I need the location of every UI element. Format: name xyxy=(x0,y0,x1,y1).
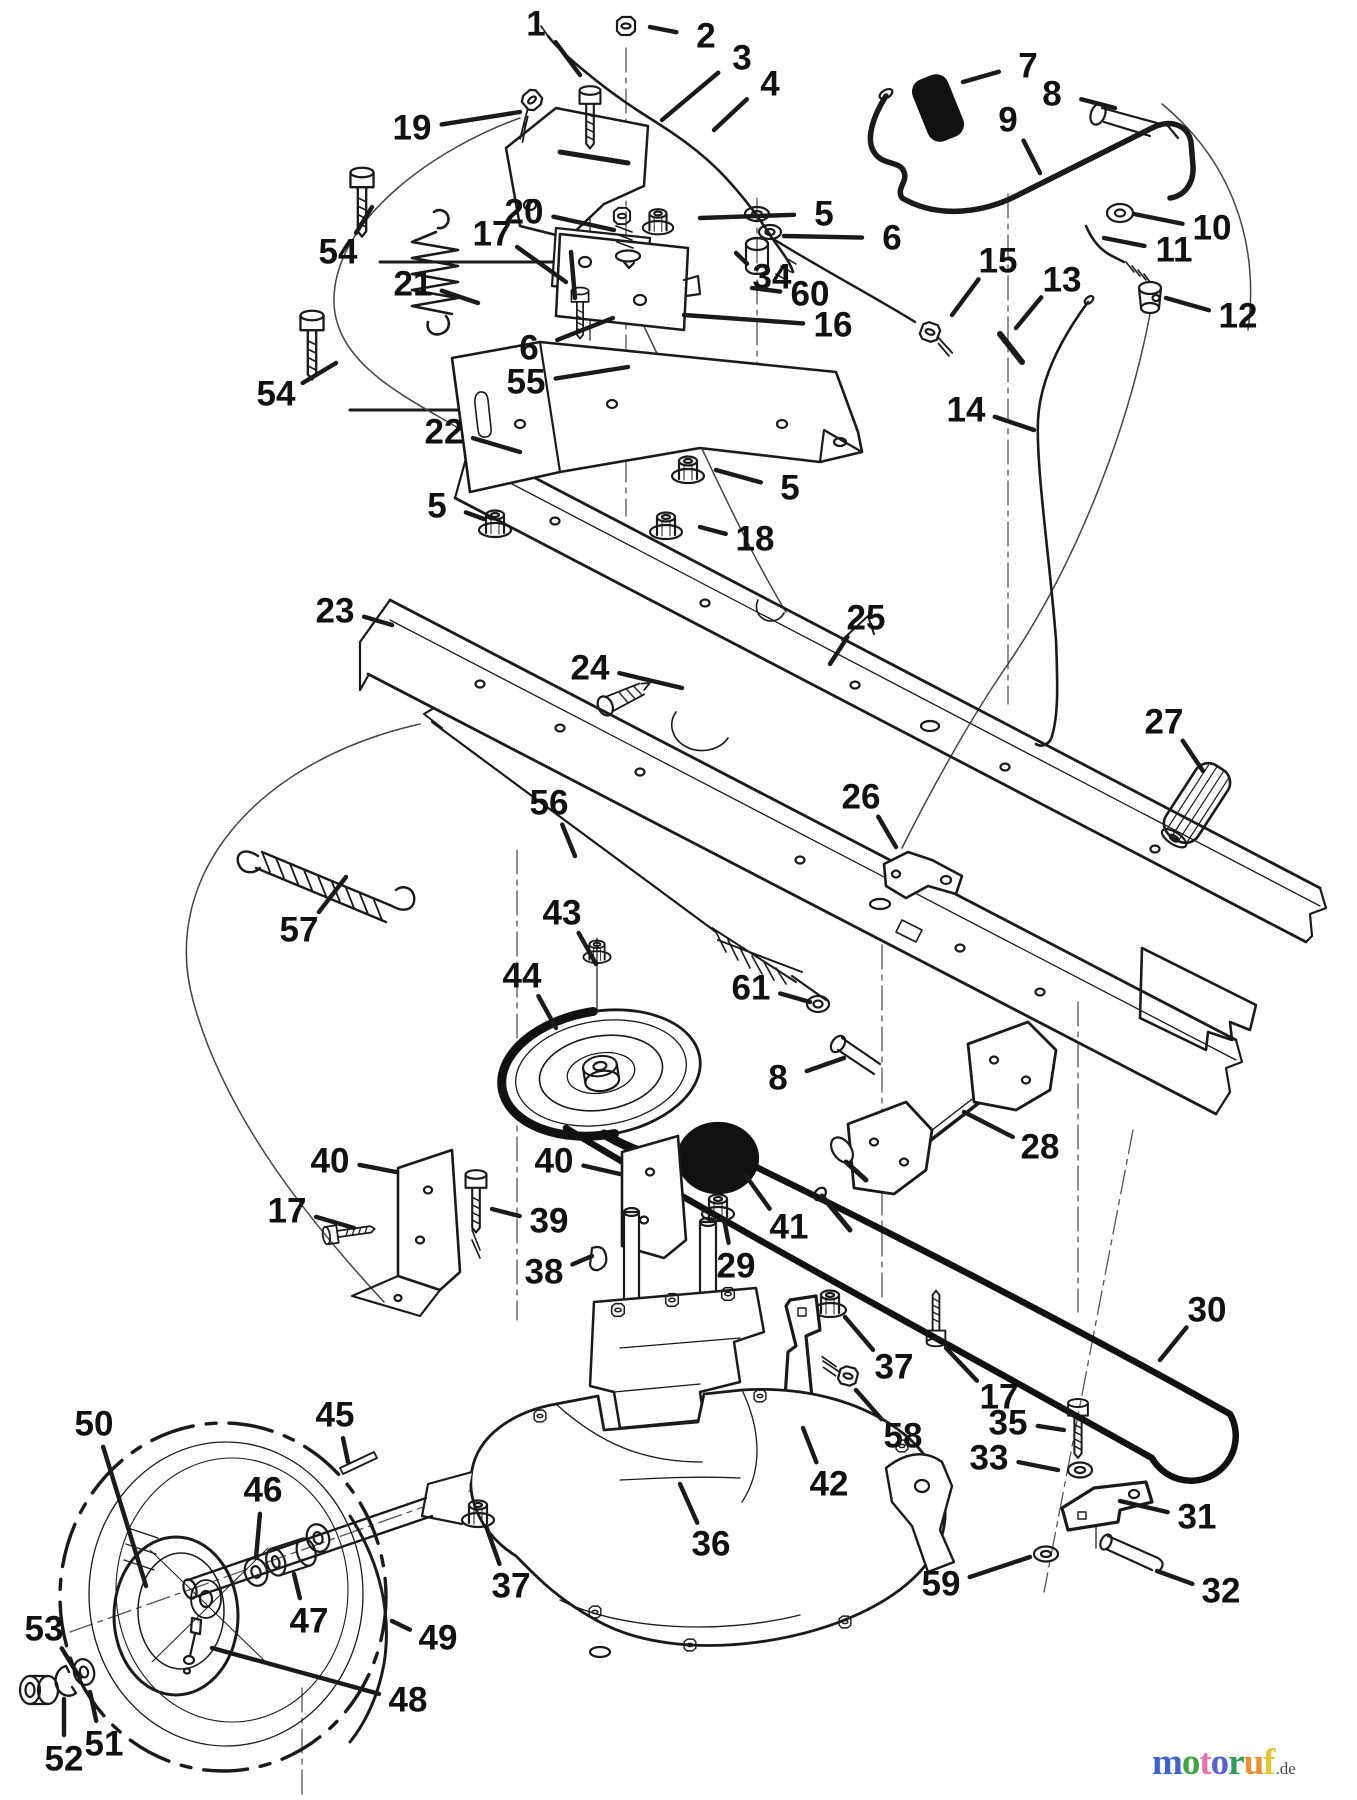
cotter-pin-8 xyxy=(828,1033,880,1074)
leader-line xyxy=(492,1209,520,1216)
screw-58 xyxy=(817,1357,860,1387)
leader-line xyxy=(1157,1571,1192,1584)
leader-line xyxy=(970,1557,1030,1577)
part-number-label: 8 xyxy=(1042,74,1062,114)
washer-59 xyxy=(1034,1547,1058,1562)
part-number-label: 31 xyxy=(1177,1497,1217,1537)
leader-line xyxy=(1166,298,1209,310)
leader-line xyxy=(1024,141,1040,173)
part-callout-51 xyxy=(85,1692,124,1764)
part-number-label: 33 xyxy=(969,1438,1009,1478)
part-number-label: 54 xyxy=(256,374,296,414)
leader-line xyxy=(103,1447,146,1586)
part-number-label: 60 xyxy=(790,274,830,314)
part-number-label: 19 xyxy=(392,108,432,148)
leader-line xyxy=(807,1058,844,1071)
part-number-label: 48 xyxy=(388,1680,428,1720)
leader-line xyxy=(716,470,761,482)
leader-line xyxy=(1160,1327,1186,1360)
part-callout-13 xyxy=(1016,261,1081,329)
part-number-label: 13 xyxy=(1042,260,1082,300)
part-callout-39 xyxy=(492,1202,568,1241)
part-number-label: 10 xyxy=(1192,208,1232,248)
part-callout-49 xyxy=(392,1619,457,1658)
leader-line xyxy=(845,1317,873,1350)
part-callout-30 xyxy=(1160,1291,1226,1361)
watermark-letter: t xyxy=(1199,1742,1211,1783)
part-number-label: 16 xyxy=(813,305,853,345)
part-callout-19 xyxy=(393,109,520,148)
part-callout-37 xyxy=(845,1317,913,1387)
part-number-label: 21 xyxy=(393,264,433,304)
part-callout-32 xyxy=(1157,1571,1240,1611)
part-callout-46 xyxy=(244,1471,283,1559)
part-number-label: 14 xyxy=(946,390,986,430)
leader-line xyxy=(878,817,896,847)
part-number-label: 43 xyxy=(542,893,582,933)
watermark-text xyxy=(1152,1744,1275,1781)
key-38 xyxy=(590,1247,606,1270)
washer-10 xyxy=(1107,204,1133,222)
part-number-label: 1 xyxy=(526,4,546,44)
part-number-label: 4 xyxy=(760,64,780,104)
part-number-label: 57 xyxy=(279,910,319,950)
idler-pulley-41 xyxy=(678,1123,758,1193)
washer-46b xyxy=(303,1521,333,1554)
watermark-letter: r xyxy=(1228,1742,1244,1783)
flange-nut-18 xyxy=(650,513,682,540)
part-callout-59 xyxy=(922,1557,1030,1604)
washer-33 xyxy=(1068,1463,1092,1478)
part-number-label: 22 xyxy=(424,412,464,452)
part-number-label: 40 xyxy=(310,1141,350,1181)
part-number-label: 40 xyxy=(534,1141,574,1181)
leader-line xyxy=(556,42,580,75)
part-number-label: 38 xyxy=(524,1252,564,1292)
spring-57 xyxy=(238,851,415,922)
bolt-35 xyxy=(1068,1399,1088,1458)
part-number-label: 5 xyxy=(814,194,834,234)
part-number-label: 17 xyxy=(979,1377,1019,1417)
leader-line xyxy=(466,512,484,519)
part-callout-44 xyxy=(503,957,556,1029)
part-number-label: 46 xyxy=(243,1470,283,1510)
part-number-label: 15 xyxy=(978,241,1018,281)
leader-line xyxy=(700,215,794,218)
flange-nut-5c xyxy=(672,457,704,484)
part-callout-26 xyxy=(842,778,896,848)
part-callout-33 xyxy=(970,1439,1058,1478)
part-number-label: 35 xyxy=(988,1403,1028,1443)
leader-line xyxy=(294,1574,300,1598)
leader-line xyxy=(1038,1426,1064,1430)
part-number-label: 24 xyxy=(570,648,610,688)
part-callout-5 xyxy=(716,469,800,508)
part-number-label: 29 xyxy=(716,1246,756,1286)
leader-line xyxy=(583,1166,620,1174)
rear-wheel xyxy=(60,1423,386,1771)
part-callout-45 xyxy=(316,1396,355,1463)
part-number-label: 12 xyxy=(1218,296,1258,336)
part-number-label: 41 xyxy=(769,1207,809,1247)
part-number-label: 32 xyxy=(1201,1571,1241,1611)
part-callout-6 xyxy=(784,219,902,258)
part-callout-52 xyxy=(45,1699,84,1779)
part-number-label: 39 xyxy=(529,1201,569,1241)
part-number-label: 28 xyxy=(1020,1127,1060,1167)
part-number-label: 11 xyxy=(1155,230,1193,270)
leader-line xyxy=(1104,238,1144,246)
part-callout-40 xyxy=(311,1142,396,1181)
part-number-label: 55 xyxy=(506,362,546,402)
axle-rod-28 xyxy=(812,1022,1056,1230)
watermark-logo[interactable] xyxy=(1152,1744,1296,1781)
part-callout-8 xyxy=(768,1058,844,1098)
part-callout-5 xyxy=(700,195,834,234)
part-number-label: 44 xyxy=(502,956,542,996)
rod-11 xyxy=(1086,226,1124,262)
watermark-letter: f xyxy=(1263,1742,1275,1783)
part-callout-56 xyxy=(530,784,575,857)
part-callout-54 xyxy=(257,363,336,414)
part-number-label: 54 xyxy=(318,232,358,272)
leader-line xyxy=(562,825,575,856)
part-number-label: 23 xyxy=(315,591,355,631)
watermark-letter: o xyxy=(1210,1742,1229,1783)
bolt-15 xyxy=(916,320,959,356)
leader-line xyxy=(619,673,682,688)
part-callout-15 xyxy=(952,242,1017,316)
cotter-pin-32 xyxy=(1098,1533,1162,1570)
part-callout-14 xyxy=(947,391,1034,431)
part-callout-1 xyxy=(526,5,580,76)
leader-line xyxy=(62,1648,80,1678)
part-callout-17 xyxy=(268,1192,354,1231)
frame-rail-rear xyxy=(455,444,1326,1050)
part-number-label: 26 xyxy=(841,777,881,817)
cap-53 xyxy=(20,1676,58,1704)
leader-line xyxy=(714,99,747,130)
part-callout-2 xyxy=(650,17,716,56)
valve-stem-48 xyxy=(184,1618,201,1674)
drive-pulley-44 xyxy=(492,996,709,1150)
part-number-label: 56 xyxy=(529,783,569,823)
part-callout-18 xyxy=(700,520,774,559)
bolt-17b xyxy=(322,1220,376,1245)
leader-line xyxy=(700,527,726,534)
leader-line xyxy=(662,73,718,120)
part-number-label: 34 xyxy=(752,257,792,297)
part-number-label: 49 xyxy=(418,1618,458,1658)
part-number-label: 25 xyxy=(846,598,886,638)
watermark-letter: m xyxy=(1152,1742,1182,1783)
part-callout-43 xyxy=(543,894,596,965)
part-number-label: 52 xyxy=(44,1739,84,1779)
part-number-label: 8 xyxy=(768,1058,788,1098)
part-number-label: 37 xyxy=(874,1347,914,1387)
part-number-label: 2 xyxy=(696,16,716,56)
leader-line xyxy=(952,279,979,315)
grip-7 xyxy=(908,70,968,145)
watermark-letter: o xyxy=(1181,1742,1200,1783)
flange-nut-5a xyxy=(643,209,673,234)
part-callout-27 xyxy=(1145,703,1203,772)
part-number-label: 20 xyxy=(504,192,544,232)
part-callout-40 xyxy=(535,1142,620,1181)
leader-line xyxy=(256,1514,260,1558)
part-number-label: 17 xyxy=(472,214,512,254)
part-callout-53 xyxy=(25,1610,80,1679)
bolt-54b xyxy=(300,311,323,380)
part-number-label: 36 xyxy=(691,1524,731,1564)
leader-line xyxy=(1016,297,1041,328)
part-callout-35 xyxy=(989,1404,1064,1443)
shift-handle-assembly xyxy=(870,70,1193,745)
leader-line xyxy=(746,1176,770,1209)
part-number-label: 45 xyxy=(315,1395,355,1435)
part-callout-24 xyxy=(571,649,682,689)
part-number-label: 9 xyxy=(998,100,1018,140)
part-number-label: 5 xyxy=(780,468,800,508)
part-number-label: 5 xyxy=(427,486,447,526)
part-number-label: 61 xyxy=(731,968,771,1008)
leader-line xyxy=(1081,99,1115,108)
leader-line xyxy=(963,72,999,82)
part-callout-23 xyxy=(316,592,392,631)
leader-line xyxy=(557,318,613,340)
part-number-label: 42 xyxy=(809,1464,849,1504)
leader-line xyxy=(684,315,803,323)
part-number-label: 47 xyxy=(289,1601,329,1641)
part-callout-54 xyxy=(319,207,372,272)
part-number-label: 30 xyxy=(1187,1290,1227,1330)
part-callout-31 xyxy=(1120,1498,1216,1537)
part-number-label: 6 xyxy=(882,218,902,258)
part-number-label: 17 xyxy=(267,1191,307,1231)
leader-line xyxy=(360,1165,396,1172)
shift-lever-26 xyxy=(884,852,962,898)
part-callout-25 xyxy=(830,599,885,665)
nut-2 xyxy=(617,17,635,35)
leader-line xyxy=(830,637,848,664)
leader-line xyxy=(572,1256,592,1264)
part-number-label: 7 xyxy=(1018,46,1038,86)
part-number-label: 58 xyxy=(883,1416,923,1456)
part-callout-9 xyxy=(998,101,1040,174)
leader-line xyxy=(392,1621,410,1630)
leader-line xyxy=(90,1692,96,1721)
watermark-letter: u xyxy=(1243,1742,1264,1783)
part-number-label: 53 xyxy=(24,1609,64,1649)
leader-line xyxy=(784,236,862,238)
part-number-label: 37 xyxy=(491,1566,531,1606)
leader-line xyxy=(343,1438,348,1462)
leader-line xyxy=(780,994,810,1002)
leader-line xyxy=(995,417,1034,430)
part-number-label: 51 xyxy=(84,1724,124,1764)
part-number-label: 18 xyxy=(735,519,775,559)
leader-line xyxy=(964,1112,1013,1137)
part-number-label: 6 xyxy=(519,328,539,368)
part-callout-28 xyxy=(964,1112,1059,1167)
part-callout-7 xyxy=(963,47,1038,86)
part-number-label: 50 xyxy=(74,1404,114,1444)
part-callout-50 xyxy=(75,1405,146,1587)
leader-line xyxy=(1134,214,1182,224)
leader-line xyxy=(650,27,676,32)
part-number-label: 59 xyxy=(921,1564,961,1604)
pin-13 xyxy=(1000,334,1022,362)
bolt-39 xyxy=(466,1170,487,1258)
part-callout-57 xyxy=(280,877,346,950)
part-callout-47 xyxy=(290,1574,329,1641)
leader-line xyxy=(1019,1462,1058,1470)
part-callout-11 xyxy=(1104,231,1193,270)
leader-line xyxy=(1183,741,1203,771)
part-number-label: 27 xyxy=(1144,702,1184,742)
part-callout-48 xyxy=(212,1648,427,1720)
part-number-label: 3 xyxy=(732,38,752,78)
part-callout-38 xyxy=(525,1253,592,1292)
leader-line xyxy=(212,1648,379,1694)
ball-joint-12 xyxy=(1139,282,1161,313)
watermark-suffix: .de xyxy=(1275,1759,1296,1778)
rod-14 xyxy=(1036,302,1088,746)
part-callout-12 xyxy=(1166,297,1257,336)
